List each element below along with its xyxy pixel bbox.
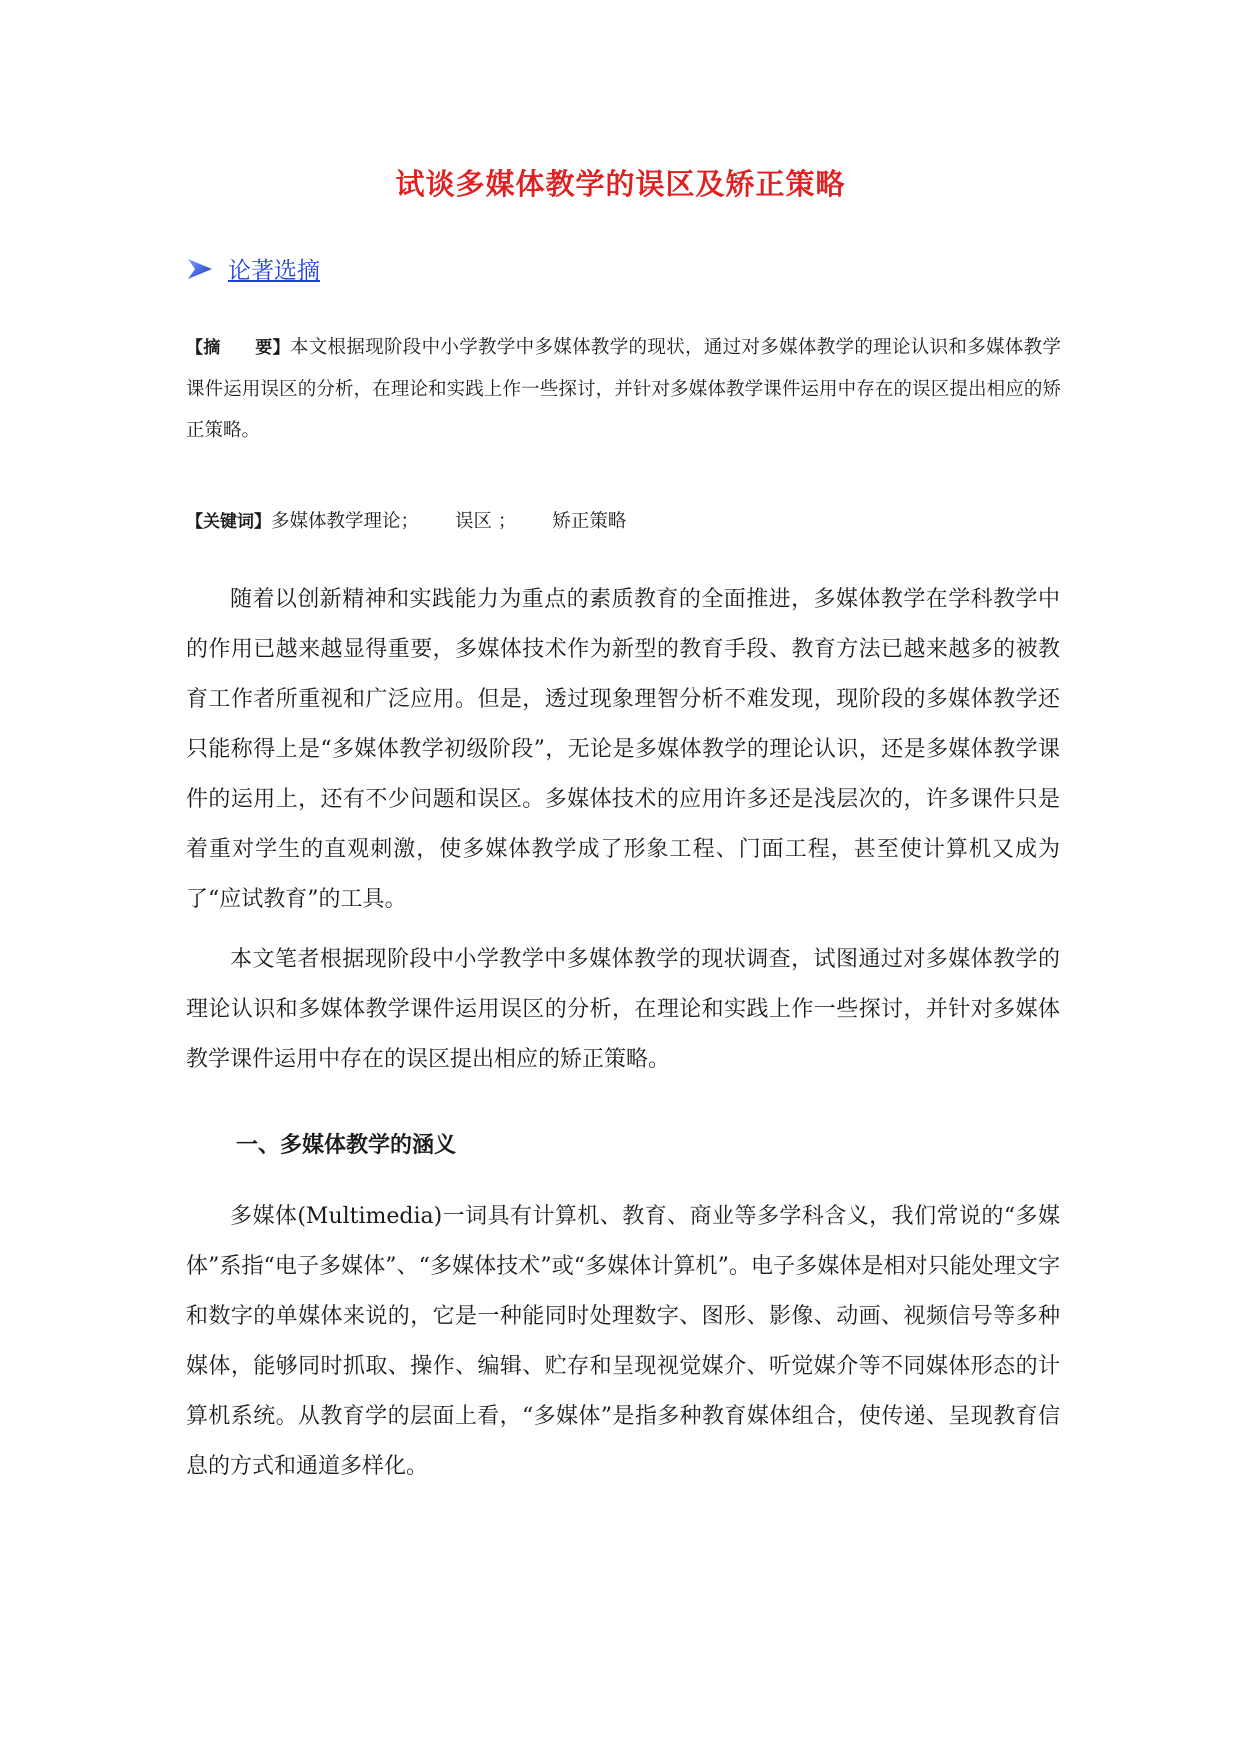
abstract-text: 本文根据现阶段中小学教学中多媒体教学的现状，通过对多媒体教学的理论认识和多媒体教学课件运用误区的分析，在理论和实践上作一些探讨，并针对多媒体教学课件运用中存在的误区提出相应的矫正策略。 <box>186 337 1061 441</box>
keyword-item: 矫正策略 <box>552 511 627 532</box>
paragraph-purpose: 本文笔者根据现阶段中小学教学中多媒体教学的现状调查，试图通过对多媒体教学的理论认识和多媒体教学课件运用误区的分析，在理论和实践上作一些探讨，并针对多媒体教学课件运用中存在的误区提出相应的矫正策略。 <box>186 947 1060 1072</box>
abstract-label: 【摘 要】 <box>186 338 290 358</box>
document-title: 试谈多媒体教学的误区及矫正策略 <box>395 167 846 201</box>
section-link[interactable] <box>186 252 320 285</box>
abstract <box>186 327 1061 451</box>
section-heading: 一、多媒体教学的涵义 <box>236 1133 457 1158</box>
chevron-right-icon <box>186 258 214 280</box>
paragraph-definition: 多媒体(Multimedia)一词具有计算机、教育、商业等多学科含义，我们常说的“多媒体”系指“电子多媒体”、“多媒体技术”或“多媒体计算机”。电子多媒体是相对只能处理文字和数字的单媒体来说的，它是一种能同时处理数字、图形、影像、动画、视频信号等多种媒体，能够同时抓取、操作、编辑、贮存和呈现视觉媒介、听觉媒介等不同媒体形态的计算机系统。从教育学的层面上看，“多媒体”是指多种教育媒体组合，使传递、呈现教育信息的方式和通道多样化。 <box>186 1204 1060 1479</box>
keyword-item: 多媒体教学理论； <box>271 511 420 532</box>
section-link-label[interactable]: 论著选摘 <box>228 258 320 284</box>
keyword-item: 误区 ； <box>455 511 517 532</box>
keywords-label: 【关键词】 <box>186 512 271 532</box>
paragraph-intro: 随着以创新精神和实践能力为重点的素质教育的全面推进，多媒体教学在学科教学中的作用已越来越显得重要，多媒体技术作为新型的教育手段、教育方法已越来越多的被教育工作者所重视和广泛应用。但是，透过现象理智分析不难发现，现阶段的多媒体教学还只能称得上是“多媒体教学初级阶段”，无论是多媒体教学的理论认识，还是多媒体教学课件的运用上，还有不少问题和误区。多媒体技术的应用许多还是浅层次的，许多课件只是着重对学生的直观刺激，使多媒体教学成了形象工程、门面工程，甚至使计算机又成为了“应试教育”的工具。 <box>186 587 1060 912</box>
keywords <box>186 507 1061 537</box>
